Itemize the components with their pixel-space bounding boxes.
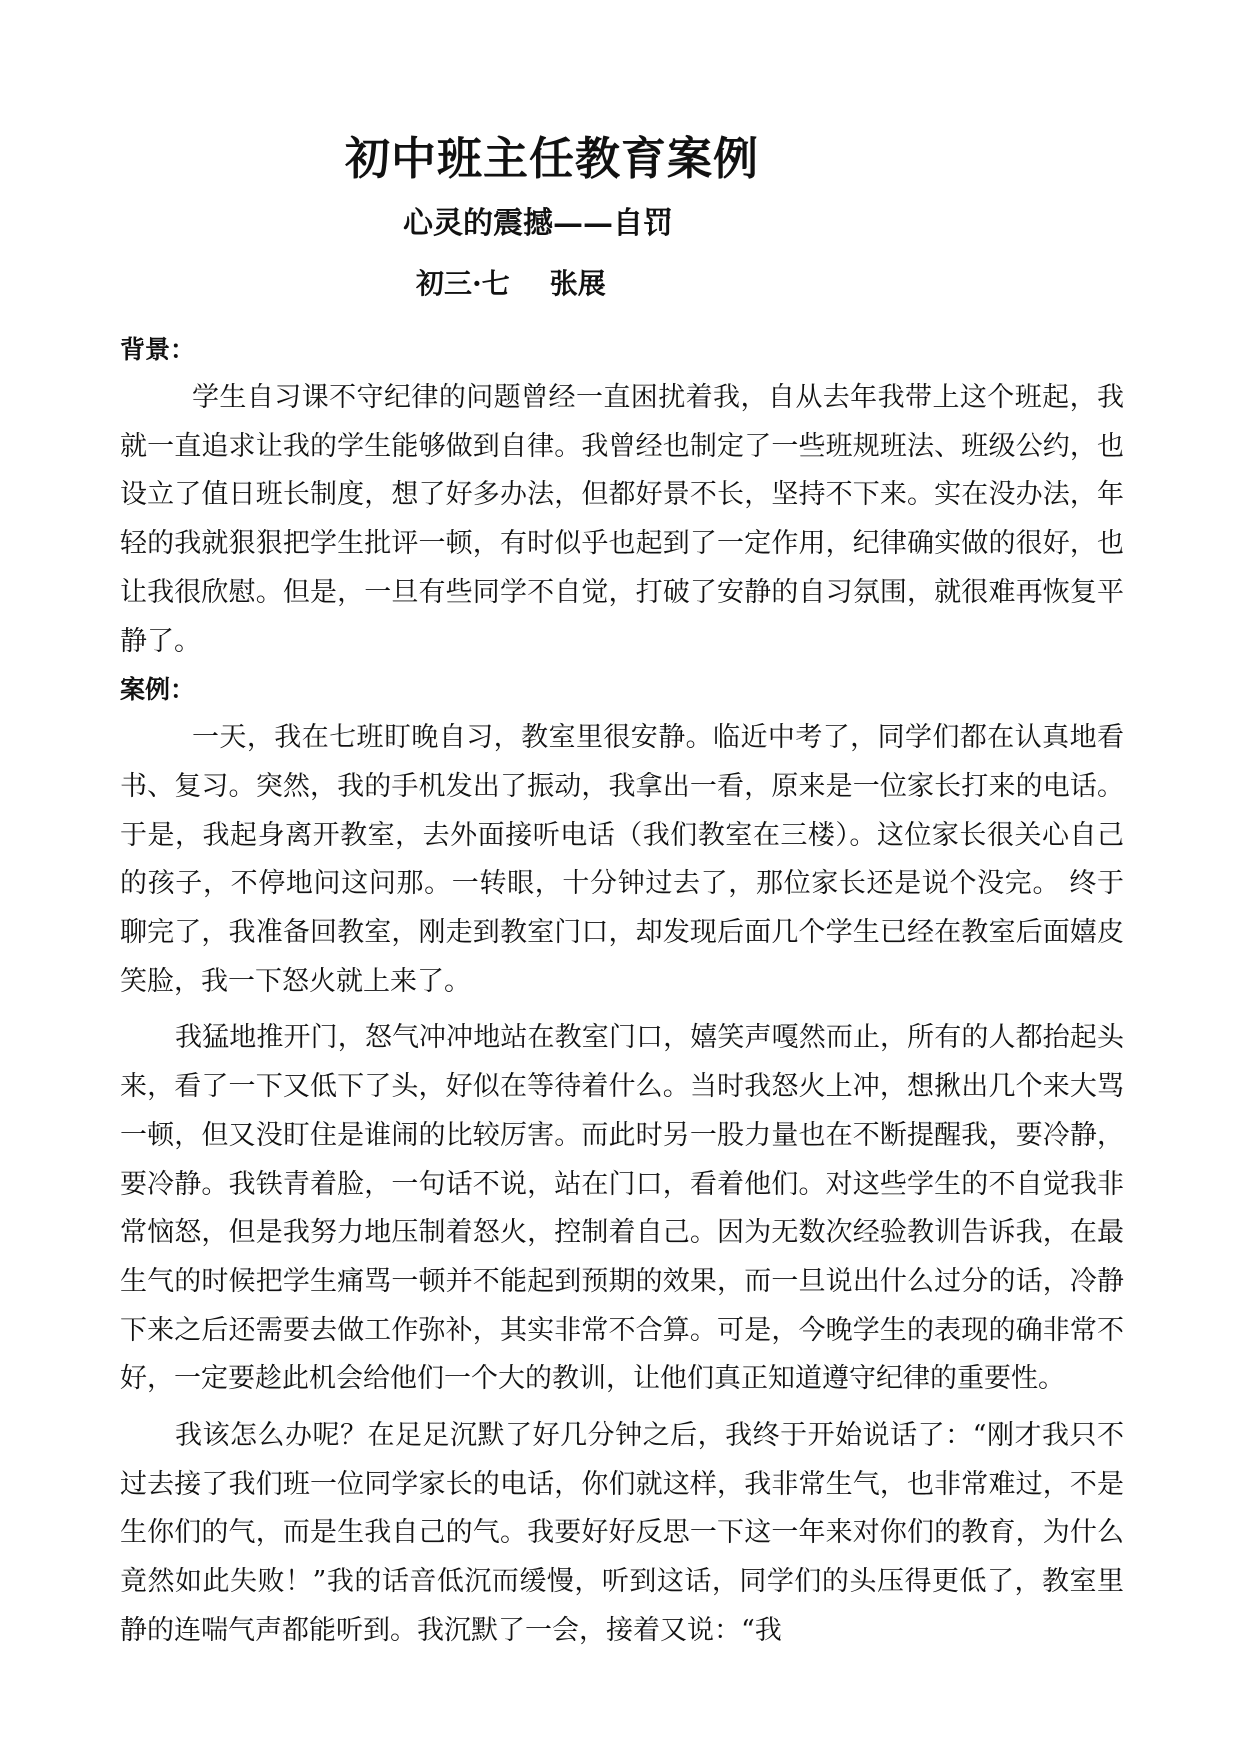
author-class: 初三·七	[416, 267, 510, 300]
author-name: 张展	[549, 267, 606, 300]
background-heading: 背景：	[120, 335, 196, 364]
background-paragraph: 学生自习课不守纪律的问题曾经一直困扰着我，自从去年我带上这个班起，我就一直追求让我的学生能够做到自律。我曾经也制定了一些班规班法、班级公约，也设立了值日班长制度，想了好多办法，但都好景不长，坚持不下来。实在没办法，年轻的我就狠狠把学生批评一顿，有时似乎也起到了一定作用，纪律确实做的很好，也让我很欣慰。但是，一旦有些同学不自觉，打破了安静的自习氛围，就很难再恢复平静了。	[120, 382, 1124, 657]
case-paragraph-3: 我该怎么办呢？在足足沉默了好几分钟之后，我终于开始说话了：“刚才我只不过去接了我们班一位同学家长的电话，你们就这样，我非常生气，也非常难过，不是生你们的气，而是生我自己的气。我要好好反思一下这一年来对你们的教育，为什么竟然如此失败！”我的话音低沉而缓慢，听到这话，同学们的头压得更低了，教室里静的连喘气声都能听到。我沉默了一会，接着又说：“我	[120, 1420, 1124, 1646]
document-body	[120, 326, 1124, 1656]
document-subtitle: 心灵的震撼——自罚	[403, 206, 673, 241]
document-title: 初中班主任教育案例	[345, 132, 760, 185]
case-paragraph-2: 我猛地推开门，怒气冲冲地站在教室门口，嬉笑声嘎然而止，所有的人都抬起头来，看了一下又低下了头，好似在等待着什么。当时我怒火上冲，想揪出几个来大骂一顿，但又没盯住是谁闹的比较厉害。而此时另一股力量也在不断提醒我，要冷静，要冷静。我铁青着脸，一句话不说，站在门口，看着他们。对这些学生的不自觉我非常恼怒，但是我努力地压制着怒火，控制着自己。因为无数次经验教训告诉我，在最生气的时候把学生痛骂一顿并不能起到预期的效果，而一旦说出什么过分的话，冷静下来之后还需要去做工作弥补，其实非常不合算。可是，今晚学生的表现的确非常不好，一定要趁此机会给他们一个大的教训，让他们真正知道遵守纪律的重要性。	[120, 1022, 1124, 1395]
case-heading: 案例：	[120, 675, 196, 705]
author-line	[416, 262, 606, 302]
case-paragraph-1: 一天，我在七班盯晚自习，教室里很安静。临近中考了，同学们都在认真地看书、复习。突然，我的手机发出了振动，我拿出一看，原来是一位家长打来的电话。于是，我起身离开教室，去外面接听电话（我们教室在三楼）。这位家长很关心自己的孩子，不停地问这问那。一转眼，十分钟过去了，那位家长还是说个没完。 终于聊完了，我准备回教室，刚走到教室门口，却发现后面几个学生已经在教室后面嬉皮笑脸，我一下怒火就上来了。	[120, 722, 1124, 997]
